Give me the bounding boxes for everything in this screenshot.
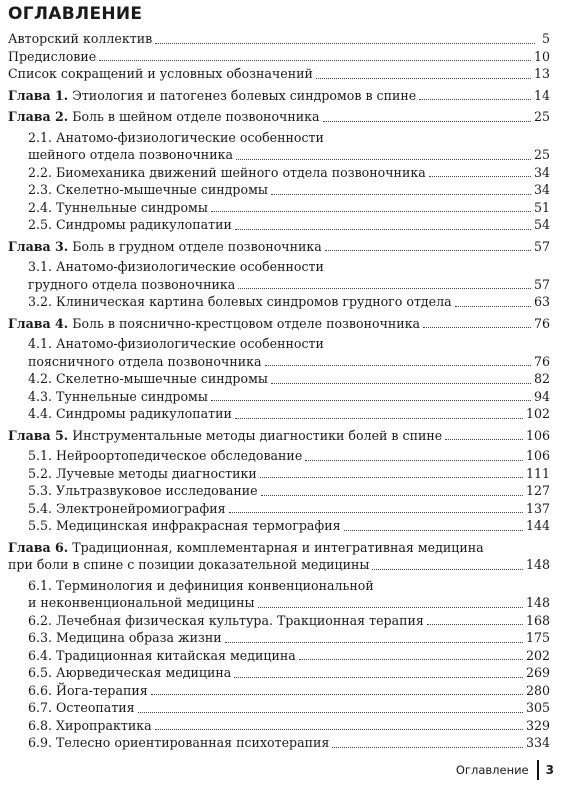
chapter-title: Этиология и патогенез болевых синдромов в спине bbox=[72, 87, 417, 103]
page-ref: 148 bbox=[525, 557, 550, 572]
section-entry[interactable] bbox=[8, 199, 550, 217]
dot-leader bbox=[234, 677, 523, 678]
dot-leader bbox=[235, 229, 531, 230]
footer-section-label: Оглавление bbox=[455, 763, 529, 777]
section-entry[interactable] bbox=[8, 216, 550, 234]
dot-leader bbox=[99, 60, 531, 61]
chapter-heading-line1 bbox=[8, 539, 550, 557]
section-entry[interactable] bbox=[8, 370, 550, 388]
section-entry[interactable] bbox=[8, 682, 550, 700]
section-heading-line1: 2.1. Анатомо-физиологические особенности bbox=[28, 129, 324, 145]
chapter-number: Глава 5. bbox=[8, 427, 69, 443]
dot-leader bbox=[211, 400, 531, 401]
page-ref: 57 bbox=[533, 238, 550, 254]
page-ref: 82 bbox=[533, 371, 550, 386]
section-entry-label: 5.5. Медицинская инфракрасная термография bbox=[28, 518, 341, 533]
section-entry[interactable] bbox=[8, 500, 550, 518]
front-entry[interactable] bbox=[8, 48, 550, 66]
dot-leader bbox=[236, 159, 531, 160]
page-ref: 25 bbox=[533, 109, 550, 124]
section-entry-label: 6.6. Йога-терапия bbox=[28, 682, 148, 698]
section-entry[interactable] bbox=[8, 447, 550, 465]
section-entry[interactable] bbox=[8, 482, 550, 500]
dot-leader bbox=[325, 250, 531, 251]
page-ref: 34 bbox=[533, 164, 550, 180]
section-entry-label: 5.1. Нейроортопедическое обследование bbox=[28, 448, 303, 463]
section-entry-label: 6.2. Лечебная физическая культура. Тракционная терапия bbox=[28, 612, 424, 628]
page-title: ОГЛАВЛЕНИЕ bbox=[8, 4, 143, 24]
dot-leader bbox=[419, 99, 531, 100]
chapter-number: Глава 2. bbox=[8, 109, 69, 124]
section-entry[interactable] bbox=[8, 146, 550, 164]
page-ref: 94 bbox=[533, 388, 550, 404]
section-entry-label: 2.4. Туннельные синдромы bbox=[28, 199, 208, 215]
chapter-entry-label: при боли в спине с позиции доказательной медицины bbox=[8, 557, 370, 572]
dot-leader bbox=[429, 176, 531, 177]
page-ref: 51 bbox=[533, 199, 550, 215]
section-entry[interactable] bbox=[8, 517, 550, 535]
page-ref: 280 bbox=[525, 682, 550, 698]
dot-leader bbox=[155, 729, 523, 730]
chapter-number: Глава 6. bbox=[8, 539, 69, 555]
section-entry-label: 6.3. Медицина образа жизни bbox=[28, 630, 222, 645]
section-entry-label: 3.2. Клиническая картина болевых синдромов грудного отдела bbox=[28, 294, 452, 309]
dot-leader bbox=[445, 439, 523, 440]
section-entry[interactable] bbox=[8, 717, 550, 735]
dot-leader bbox=[151, 694, 523, 695]
page-ref: 76 bbox=[533, 315, 550, 331]
section-entry[interactable] bbox=[8, 699, 550, 717]
dot-leader bbox=[305, 460, 523, 461]
section-entry-label: и неконвенциональной медицины bbox=[28, 595, 255, 610]
page-ref: 202 bbox=[525, 647, 550, 663]
page-ref: 54 bbox=[533, 217, 550, 232]
dot-leader bbox=[155, 43, 535, 44]
front-entry[interactable] bbox=[8, 30, 550, 48]
section-entry-label: 5.4. Электронейромиография bbox=[28, 500, 226, 516]
section-entry[interactable] bbox=[8, 734, 550, 752]
chapter-entry[interactable] bbox=[8, 108, 550, 126]
page-ref: 102 bbox=[525, 406, 550, 421]
dot-leader bbox=[238, 288, 531, 289]
dot-leader bbox=[423, 327, 531, 328]
page-ref: 13 bbox=[533, 66, 550, 81]
section-entry-label: 2.2. Биомеханика движений шейного отдела позвоночника bbox=[28, 164, 426, 180]
section-heading-line1: 6.1. Терминология и дефиниция конвенциональной bbox=[28, 577, 374, 593]
section-entry-label: 4.3. Туннельные синдромы bbox=[28, 388, 208, 404]
dot-leader bbox=[316, 78, 531, 79]
section-entry[interactable] bbox=[8, 353, 550, 371]
page-ref: 76 bbox=[533, 353, 550, 369]
table-of-contents bbox=[8, 30, 550, 752]
chapter-entry[interactable] bbox=[8, 238, 550, 256]
section-heading-line1: 3.1. Анатомо-физиологические особенности bbox=[28, 259, 324, 274]
section-entry[interactable] bbox=[8, 612, 550, 630]
section-entry[interactable] bbox=[8, 181, 550, 199]
dot-leader bbox=[455, 306, 531, 307]
section-entry-label: 6.5. Аюрведическая медицина bbox=[28, 665, 232, 680]
section-entry-label: 5.2. Лучевые методы диагностики bbox=[28, 465, 257, 481]
section-entry[interactable] bbox=[8, 629, 550, 647]
chapter-number: Глава 4. bbox=[8, 315, 69, 331]
dot-leader bbox=[332, 747, 523, 748]
page-ref: 148 bbox=[525, 595, 550, 610]
section-entry[interactable] bbox=[8, 405, 550, 423]
page-ref: 63 bbox=[533, 294, 550, 309]
section-entry[interactable] bbox=[8, 293, 550, 311]
page-ref: 137 bbox=[525, 500, 550, 516]
front-entry[interactable] bbox=[8, 65, 550, 83]
section-entry[interactable] bbox=[8, 465, 550, 483]
dot-leader bbox=[258, 607, 523, 608]
section-entry-label: поясничного отдела позвоночника bbox=[28, 353, 262, 369]
section-entry[interactable] bbox=[8, 647, 550, 665]
section-entry-label: 4.4. Синдромы радикулопатии bbox=[28, 406, 232, 421]
section-entry-label: 6.9. Телесно ориентированная психотерапия bbox=[28, 735, 330, 750]
footer-divider bbox=[537, 760, 539, 780]
dot-leader bbox=[225, 642, 523, 643]
section-entry-label: 2.5. Синдромы радикулопатии bbox=[28, 217, 232, 232]
dot-leader bbox=[299, 659, 523, 660]
chapter-entry-label bbox=[8, 315, 420, 333]
section-entry-label: 6.4. Традиционная китайская медицина bbox=[28, 647, 296, 663]
dot-leader bbox=[323, 121, 531, 122]
chapter-entry[interactable] bbox=[8, 87, 550, 105]
page-ref: 25 bbox=[533, 147, 550, 162]
dot-leader bbox=[235, 418, 523, 419]
page-ref: 106 bbox=[525, 448, 550, 463]
chapter-title: Боль в пояснично-крестцовом отделе позвоночника bbox=[72, 315, 421, 331]
chapter-title-line1: Традиционная, комплементарная и интегративная медицина bbox=[72, 539, 484, 555]
page-ref: 144 bbox=[525, 518, 550, 533]
chapter-entry[interactable] bbox=[8, 315, 550, 333]
page-ref: 127 bbox=[525, 483, 550, 498]
front-entry-label: Список сокращений и условных обозначений bbox=[8, 66, 313, 81]
page-ref: 34 bbox=[533, 182, 550, 197]
chapter-title: Инструментальные методы диагностики болей в спине bbox=[72, 427, 443, 443]
dot-leader bbox=[138, 712, 523, 713]
section-entry[interactable] bbox=[8, 388, 550, 406]
dot-leader bbox=[211, 211, 531, 212]
page-ref: 106 bbox=[525, 427, 550, 443]
running-footer bbox=[456, 760, 554, 780]
chapter-title: Боль в грудном отделе позвоночника bbox=[72, 238, 322, 254]
section-entry-label: 6.7. Остеопатия bbox=[28, 700, 135, 715]
page-ref: 14 bbox=[533, 87, 550, 103]
section-entry[interactable] bbox=[8, 276, 550, 294]
page-ref: 111 bbox=[525, 465, 550, 481]
page-ref: 5 bbox=[541, 31, 550, 46]
chapter-entry[interactable] bbox=[8, 556, 550, 574]
chapter-number: Глава 1. bbox=[8, 87, 69, 103]
section-entry[interactable] bbox=[8, 164, 550, 182]
front-entry-label: Предисловие bbox=[8, 48, 97, 64]
chapter-title: Боль в шейном отделе позвоночника bbox=[72, 109, 320, 124]
dot-leader bbox=[271, 194, 531, 195]
page-ref: 175 bbox=[525, 630, 550, 645]
page-ref: 57 bbox=[533, 276, 550, 292]
section-heading-line1: 4.1. Анатомо-физиологические особенности bbox=[28, 336, 324, 351]
chapter-entry[interactable] bbox=[8, 427, 550, 445]
section-entry-label: 5.3. Ультразвуковое исследование bbox=[28, 483, 258, 498]
section-entry[interactable] bbox=[8, 664, 550, 682]
page-ref: 334 bbox=[525, 735, 550, 750]
dot-leader bbox=[265, 365, 531, 366]
dot-leader bbox=[261, 495, 523, 496]
dot-leader bbox=[344, 530, 523, 531]
section-entry-label: 4.2. Скелетно-мышечные синдромы bbox=[28, 371, 268, 386]
dot-leader bbox=[271, 383, 531, 384]
front-entry-label: Авторский коллектив bbox=[8, 31, 153, 46]
page-ref: 269 bbox=[525, 665, 550, 680]
chapter-entry-label bbox=[8, 87, 416, 105]
section-entry-label: шейного отдела позвоночника bbox=[28, 147, 233, 162]
section-entry-label: 6.8. Хиропрактика bbox=[28, 717, 152, 733]
dot-leader bbox=[260, 477, 523, 478]
chapter-entry-label bbox=[8, 238, 322, 256]
section-entry-label: грудного отдела позвоночника bbox=[28, 276, 236, 292]
section-entry-label: 2.3. Скелетно-мышечные синдромы bbox=[28, 182, 268, 197]
chapter-entry-label bbox=[8, 108, 320, 126]
section-entry[interactable] bbox=[8, 594, 550, 612]
dot-leader bbox=[229, 512, 523, 513]
page-ref: 168 bbox=[525, 612, 550, 628]
chapter-entry-label bbox=[8, 427, 442, 445]
dot-leader bbox=[427, 624, 523, 625]
page-ref: 305 bbox=[525, 700, 550, 715]
chapter-number: Глава 3. bbox=[8, 238, 69, 254]
dot-leader bbox=[372, 569, 523, 570]
page-ref: 329 bbox=[525, 717, 550, 733]
page-number: 3 bbox=[545, 763, 554, 777]
page-ref: 10 bbox=[533, 48, 550, 64]
